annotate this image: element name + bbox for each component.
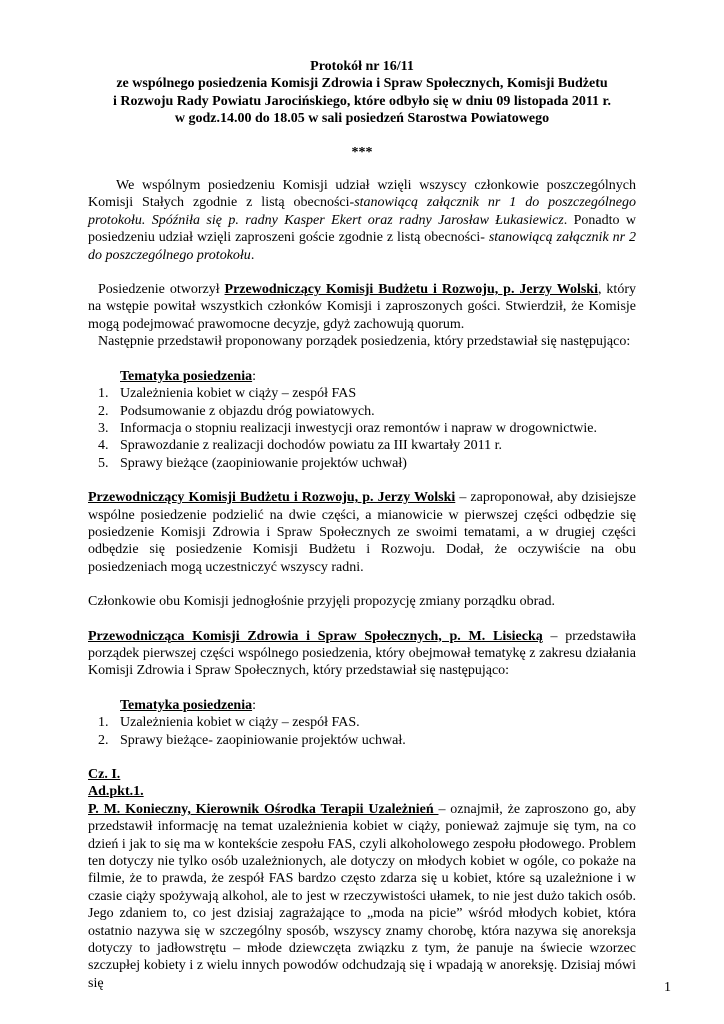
list-item: 1. Uzależnienia kobiet w ciąży – zespół FAS (98, 386, 357, 402)
agenda-1-colon: : (252, 368, 256, 384)
health-committee-text: – przedstawiła porządek pierwszej części wspólnego posiedzenia, który obejmował tematykę z zakresu działania Komisji Zdrowia i Spraw Społecznych, który przedstawiał się następująco: (88, 628, 636, 679)
attendance-text-c: . Ponadto w posiedzeniu udział wzięli zaproszeni goście zgodnie z listą obecności- (88, 212, 637, 246)
page-number: 1 (664, 980, 671, 995)
opening-paragraph (88, 281, 636, 333)
konieczny-paragraph (88, 801, 636, 992)
konieczny-name: P. M. Konieczny, Kierownik Ośrodka Terapii Uzależnień (88, 801, 439, 817)
list-item: 3. Informacja o stopniu realizacji inwestycji oraz remontów i napraw w drogownictwie. (98, 420, 598, 436)
title-line-2: ze wspólnego posiedzenia Komisji Zdrowia i Spraw Społecznych, Komisji Budżetu (116, 76, 608, 92)
split-proposal-text: – zaproponował, aby dzisiejsze wspólne posiedzenie podzielić na dwie części, a mianowicie w pierwszej części odbędzie się posiedzenie Komisji Zdrowia i Spraw Społecznych ze swoimi tematami, a w drugiej części odbędzie się posiedzenie Komisji Budżetu i Rozwoju. Dodał, że oczywiście na obu posiedzeniach mogą uczestniczyć wszyscy radni. (88, 490, 636, 575)
agenda-1-heading-line (120, 368, 636, 385)
title-line-4: w godz.14.00 do 18.05 w sali posiedzeń Starostwa Powiatowego (174, 111, 550, 127)
attendance-text-d: stanowiącą załącznik nr 2 do poszczególnego protokołu (88, 230, 636, 263)
document-page (88, 58, 636, 992)
opening-text-c: , który na wstępie powitał wszystkich członków Komisji i zaproszonych gości. Stwierdził, że Komisje mogą podejmować prawomocne decyzje, gdyż zachowują quorum. (88, 282, 636, 332)
section-separator: *** (351, 144, 373, 160)
list-item: 2. Podsumowanie z objazdu dróg powiatowych. (98, 403, 375, 419)
agenda-point-heading: Ad.pkt.1. (88, 784, 144, 800)
agenda-1-heading: Tematyka posiedzenia (120, 368, 253, 384)
title-line-3: i Rozwoju Rady Powiatu Jarocińskiego, które odbyło się w dniu 09 listopada 2011 r. (113, 93, 611, 109)
list-item: 1. Uzależnienia kobiet w ciąży – zespół FAS. (98, 715, 360, 731)
agenda-2-heading: Tematyka posiedzenia (120, 697, 253, 713)
agenda-2-heading-line (120, 697, 636, 714)
attendance-paragraph (88, 177, 636, 264)
attendance-text-a: We wspólnym posiedzeniu Komisji udział wzięli wszyscy członkowie poszczególnych Komisji Stałych zgodnie z listą obecności- (88, 178, 636, 211)
title-line-1: Protokół nr 16/11 (310, 59, 414, 74)
agenda-intro: Następnie przedstawił proponowany porządek posiedzenia, który przedstawiał się następująco: (98, 334, 631, 350)
agenda-2-colon: : (252, 697, 256, 713)
vote-paragraph: Członkowie obu Komisji jednogłośnie przyjęli propozycję zmiany porządku obrad. (88, 594, 555, 610)
chairman-budget-name: Przewodniczący Komisji Budżetu i Rozwoju, p. Jerzy Wolski (224, 282, 598, 298)
agenda-2-list (88, 714, 636, 749)
chairman-budget-name-2: Przewodniczący Komisji Budżetu i Rozwoju, p. Jerzy Wolski (88, 490, 456, 506)
attendance-text-b: stanowiącą załącznik nr 1 do poszczególnego protokołu. Spóźniła się p. radny Kasper Ekert oraz radny Jarosław Łukasiewicz (88, 195, 636, 228)
document-title (88, 58, 636, 128)
list-item: 4. Sprawozdanie z realizacji dochodów powiatu za III kwartały 2011 r. (98, 438, 502, 454)
list-item: 5. Sprawy bieżące (zaopiniowanie projektów uchwał) (98, 455, 407, 471)
list-item: 2. Sprawy bieżące- zaopiniowanie projektów uchwał. (98, 732, 406, 748)
split-proposal-paragraph (88, 489, 636, 576)
agenda-1-list (88, 385, 636, 472)
part-heading: Cz. I. (88, 767, 121, 782)
attendance-text-e: . (250, 247, 255, 263)
health-committee-paragraph (88, 628, 636, 680)
opening-text-a: Posiedzenie otworzył (98, 282, 225, 298)
chairwoman-health-name: Przewodnicząca Komisji Zdrowia i Spraw Społecznych, p. M. Lisiecką (88, 628, 543, 644)
konieczny-text: – oznajmił, że zaproszono go, aby przedstawił informację na temat uzależnienia kobiet w ciąży, ponieważ zajmuje się tym, na co dzień i jak to się ma w kontekście zespołu FAS, czyli alkoholowego zespołu płodowego. Problem ten dotyczy nie tylko osób uzależnionych, ale dotyczy on młodych kobiet w ogóle, co pokaże na filmie, że to prawda, że zespół FAS bardzo często zdarza się u kobiet, które są uzależnione i w czasie ciąży spożywają alkohol, ale to jest w rzeczywistości ułamek, to nie jest dużo takich osób. Jego zdaniem to, co jest dzisiaj zagrażające to „moda na picie” wśród młodych kobiet, która ostatnio nazywa się w szczególny sposób, wszyscy znamy chorobę, która nazywa się anoreksja dotyczy to jadłowstrętu – młode dziewczęta związku z tym, że panuje na świecie wzorzec szczupłej kobiety i z wielu innych powodów odchudzają się i wpadają w anoreksję. Dzisiaj mówi się (88, 801, 636, 991)
